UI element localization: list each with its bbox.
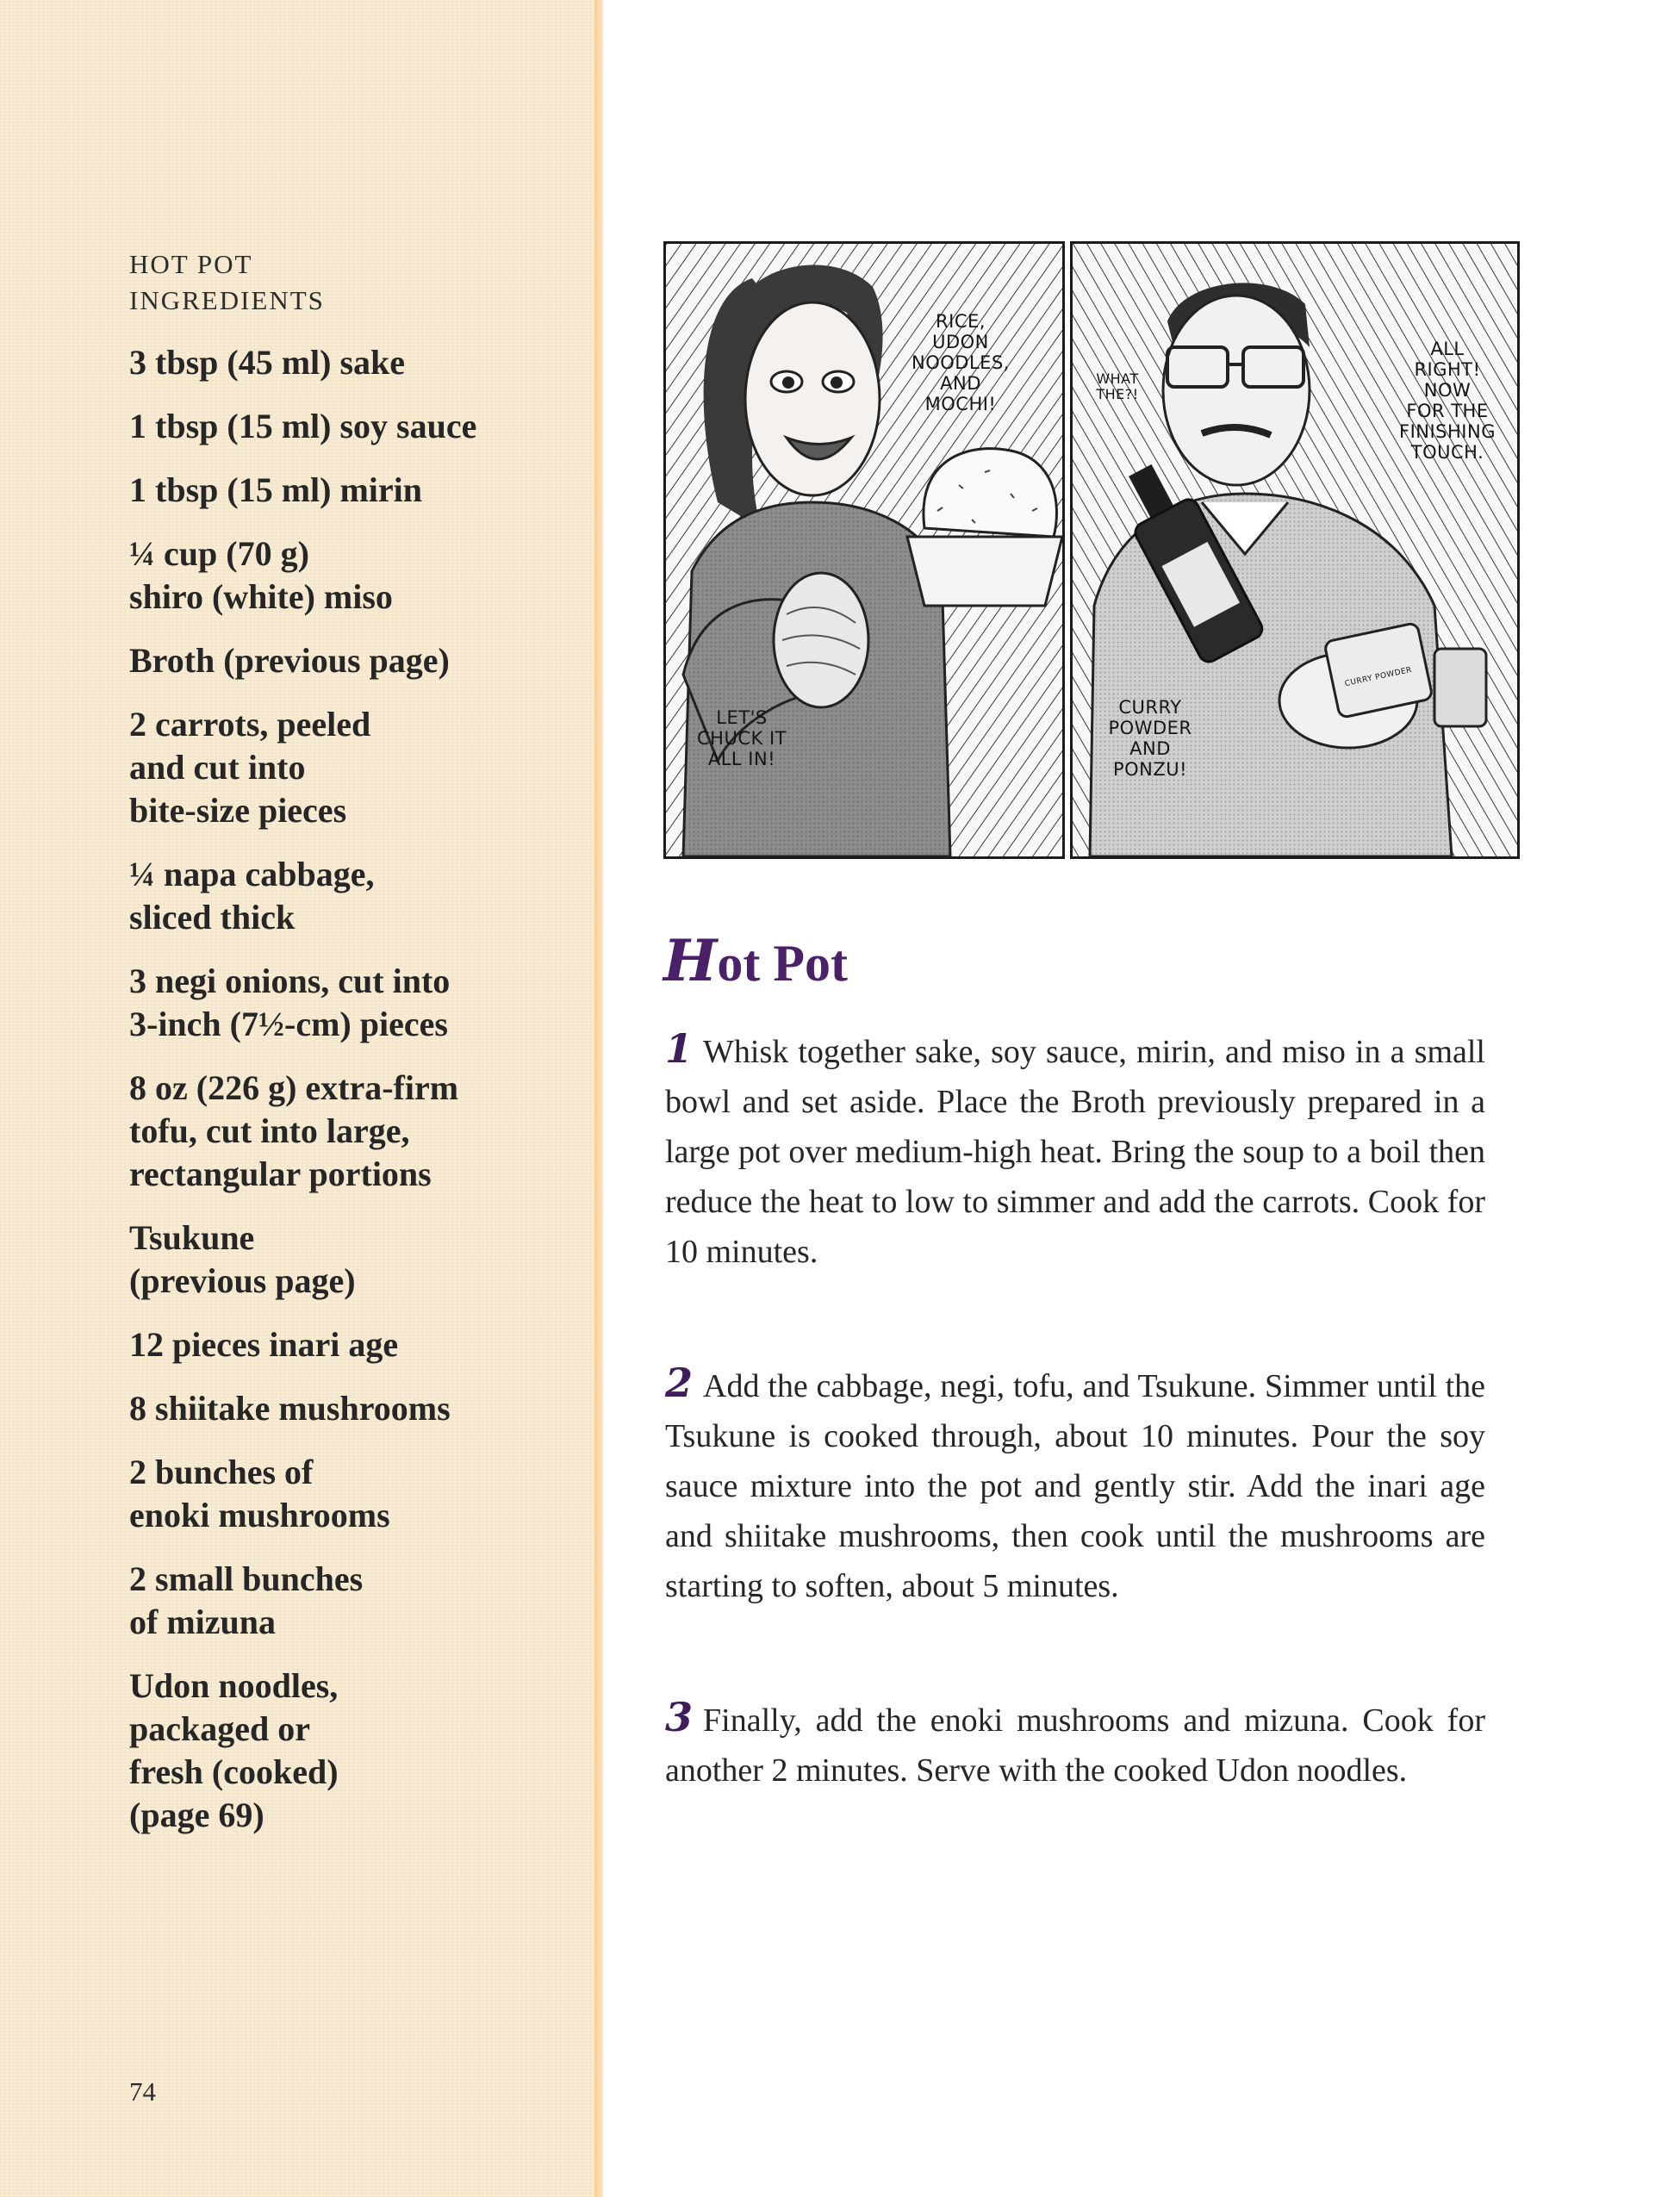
recipe-step <box>665 1024 1485 1277</box>
ingredient-item: 8 shiitake mushrooms <box>129 1389 451 1428</box>
speech-bubble-chuck: LET'S CHUCK IT ALL IN! <box>697 707 787 769</box>
manga-comic <box>663 241 1525 859</box>
speech-bubble-finishing: ALL RIGHT! NOW FOR THE FINISHING TOUCH. <box>1399 339 1496 463</box>
recipe-title-initial: H <box>663 927 718 994</box>
sidebar-edge <box>594 0 603 2197</box>
speech-bubble-rice: RICE, UDON NOODLES, AND MOCHI! <box>912 311 1010 414</box>
ingredient-item: Tsukune (previous page) <box>129 1218 356 1300</box>
ingredient-item: 1 tbsp (15 ml) soy sauce <box>129 407 477 445</box>
recipe-title-rest: ot Pot <box>717 935 848 992</box>
ingredient-item: 2 bunches of enoki mushrooms <box>129 1453 390 1534</box>
ingredient-item: Broth (previous page) <box>129 641 450 680</box>
ingredient-item: 2 carrots, peeled and cut into bite-size pieces <box>129 705 371 830</box>
step-number: 1 <box>665 1025 694 1072</box>
step-text: Finally, add the enoki mushrooms and mizuna. Cook for another 2 minutes. Serve with the cooked Udon noodles. <box>665 1702 1485 1789</box>
page-number: 74 <box>129 2076 156 2107</box>
ingredients-heading-line2: INGREDIENTS <box>129 285 325 315</box>
comic-panel-right <box>1070 241 1520 859</box>
ingredient-item: Udon noodles, packaged or fresh (cooked) (page 69) <box>129 1666 339 1834</box>
ingredient-item: 2 small bunches of mizuna <box>129 1559 364 1641</box>
ingredient-item: 3 tbsp (45 ml) sake <box>129 343 406 382</box>
curry-powder-label: CURRY POWDER <box>1344 665 1413 689</box>
ingredient-item: ¼ cup (70 g) shiro (white) miso <box>129 534 393 616</box>
speech-bubble-curry: CURRY POWDER AND PONZU! <box>1108 697 1192 780</box>
step-number: 2 <box>665 1360 694 1406</box>
ingredients-heading-line1: HOT POT <box>129 249 253 279</box>
speech-bubble-what: WHAT THE?! <box>1096 370 1139 402</box>
recipe-step <box>665 1692 1485 1796</box>
ingredient-item: 1 tbsp (15 ml) mirin <box>129 470 422 509</box>
ingredient-list <box>129 341 577 1858</box>
recipe-title <box>663 927 848 994</box>
recipe-step <box>665 1358 1485 1611</box>
step-text: Add the cabbage, negi, tofu, and Tsukune. Simmer until the Tsukune is cooked through, about 10 minutes. Pour the soy sauce mixture into the pot and gently stir. Add the inari age and shiitake mushrooms, then cook until the mushrooms are starting to soften, about 5 minutes. <box>665 1368 1485 1604</box>
step-number: 3 <box>665 1694 694 1740</box>
ingredient-item: ¼ napa cabbage, sliced thick <box>129 855 375 937</box>
comic-panel-left <box>663 241 1065 859</box>
ingredient-item: 3 negi onions, cut into 3-inch (7½-cm) pieces <box>129 962 451 1043</box>
ingredient-item: 12 pieces inari age <box>129 1325 399 1364</box>
ingredient-item: 8 oz (226 g) extra-firm tofu, cut into large, rectangular portions <box>129 1068 459 1193</box>
step-text: Whisk together sake, soy sauce, mirin, and miso in a small bowl and set aside. Place the Broth previously prepared in a large pot over medium-high heat. Bring the soup to a boil then reduce the heat to low to simmer and add the carrots. Cook for 10 minutes. <box>665 1034 1485 1270</box>
ingredients-heading <box>129 246 560 319</box>
